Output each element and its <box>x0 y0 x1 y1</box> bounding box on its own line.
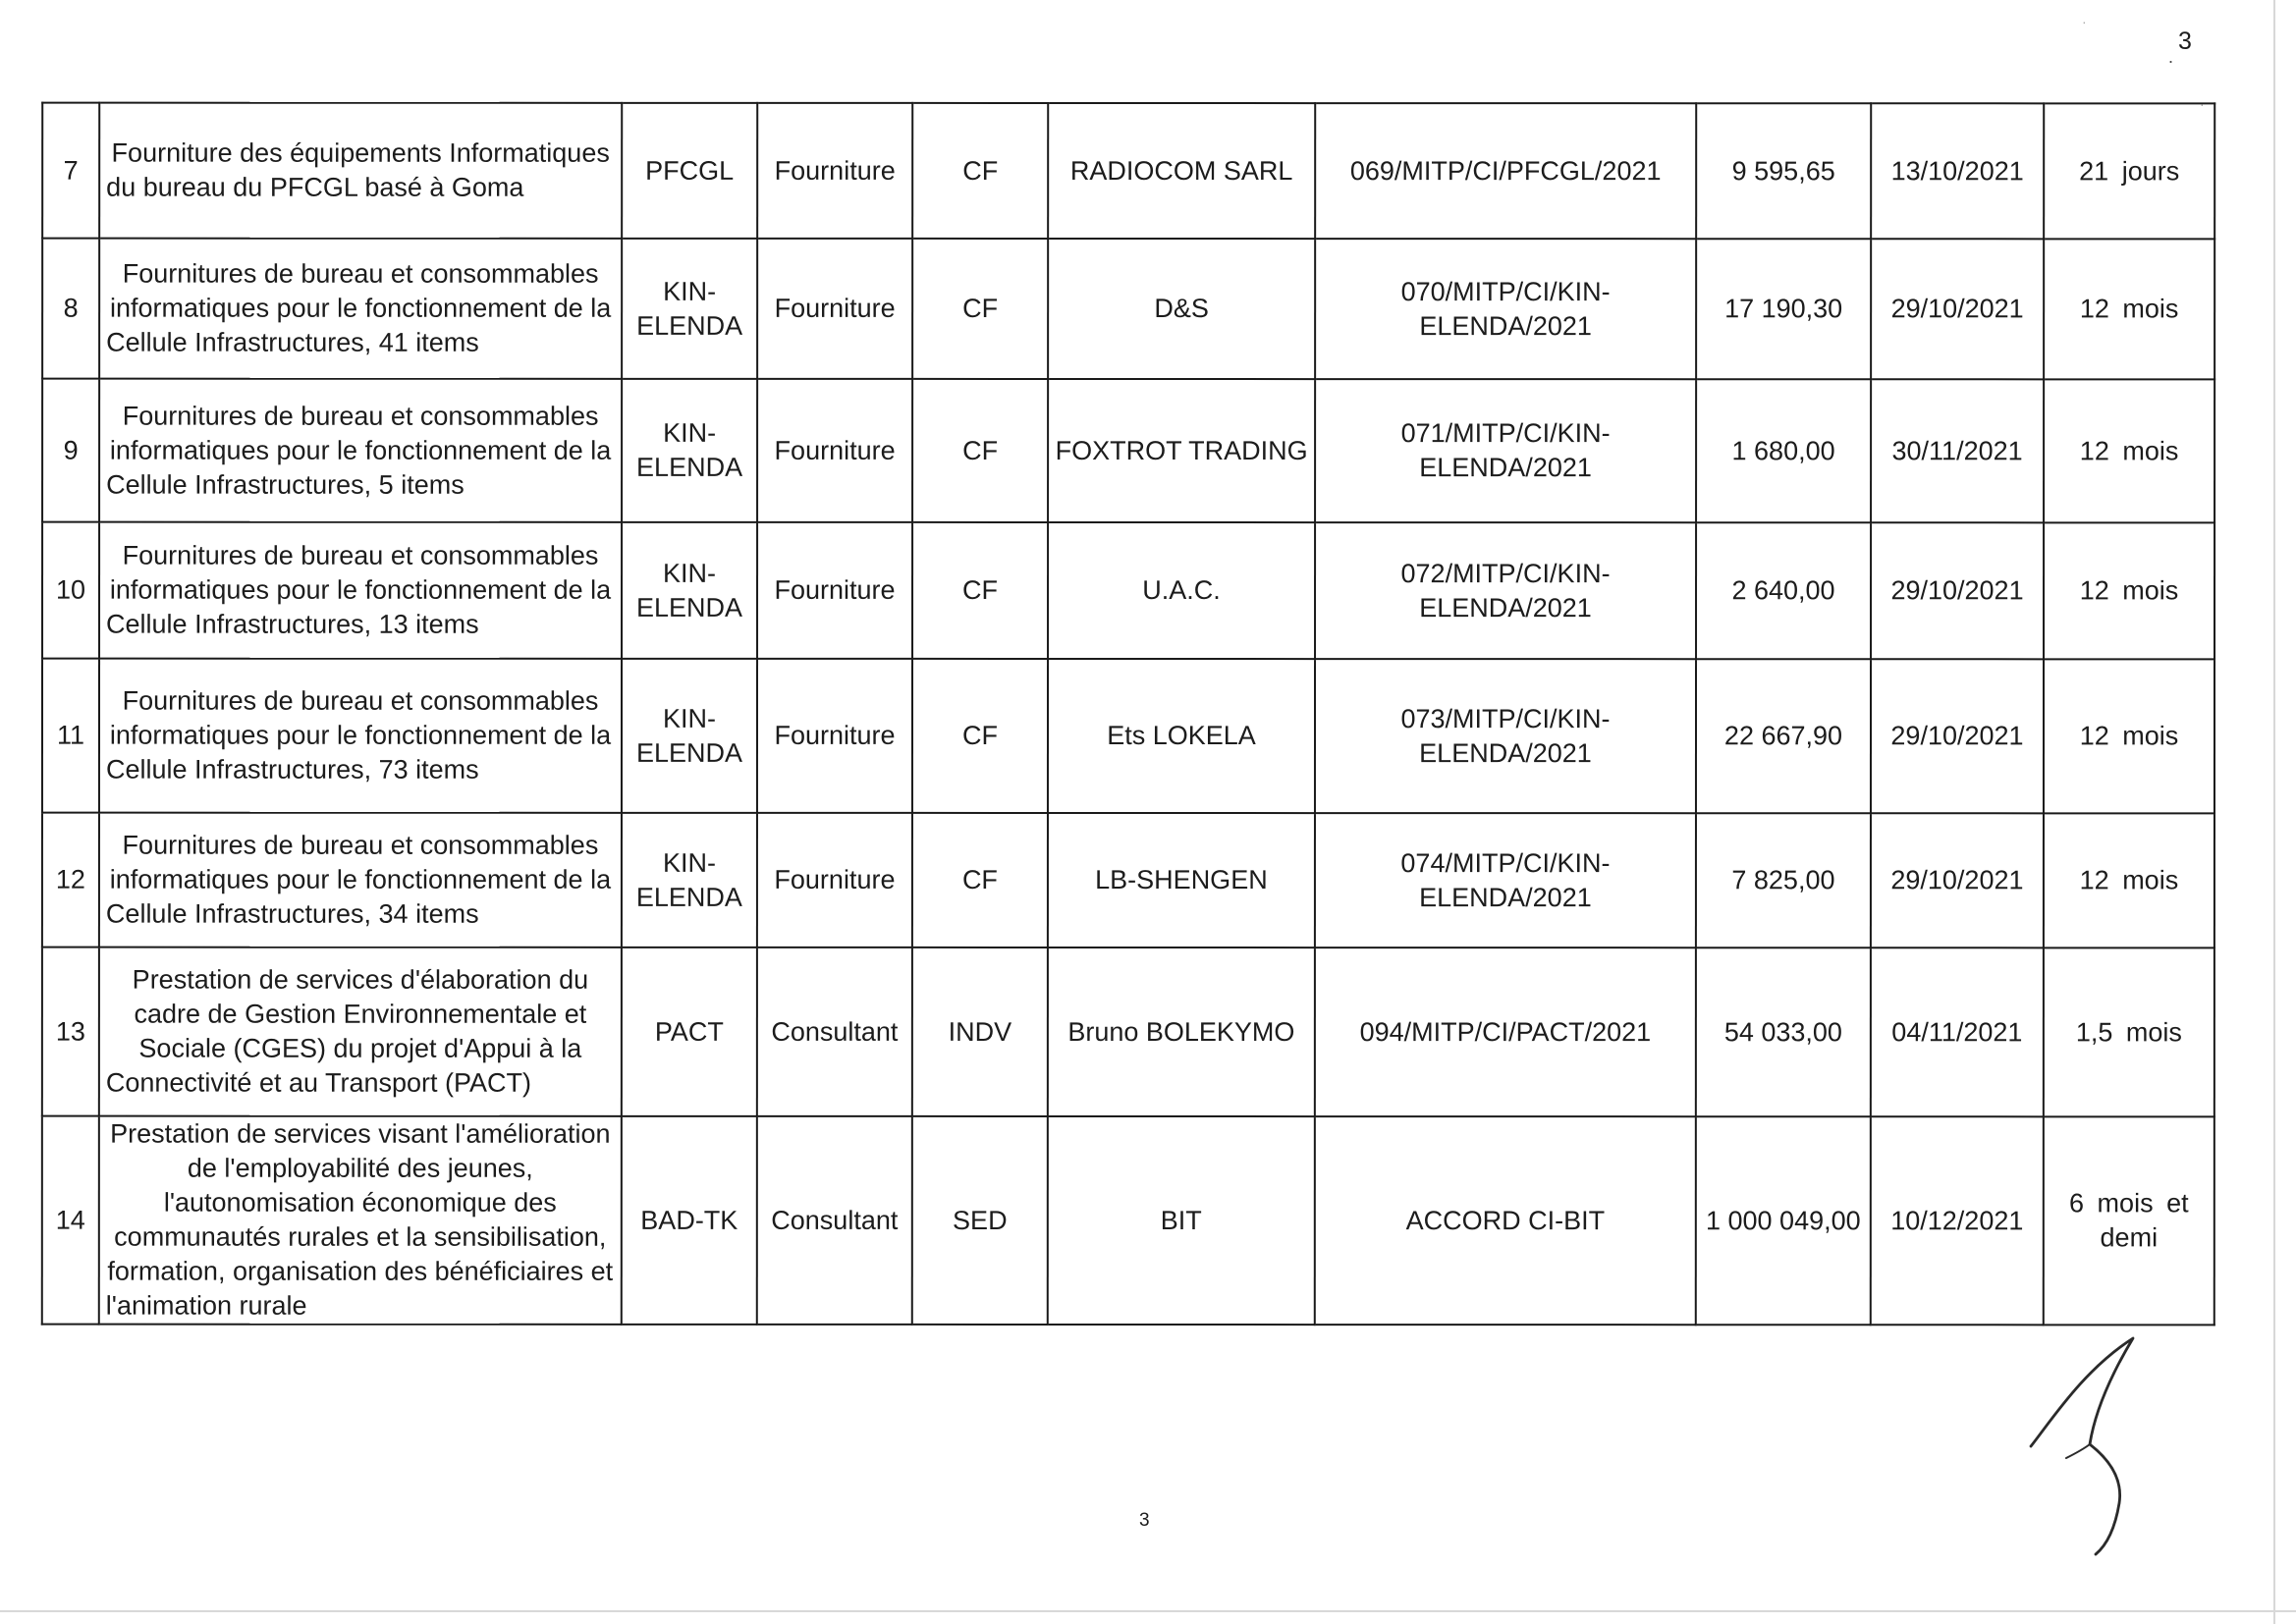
cell-nature: Consultant <box>757 1116 912 1325</box>
scan-speck: · <box>2082 14 2087 29</box>
table-body <box>42 103 2214 1326</box>
cell-nature: Fourniture <box>757 813 912 947</box>
cell-amount: 1 000 049,00 <box>1696 1116 1871 1325</box>
cell-description: Prestation de services visant l'amélioration de l'employabilité des jeunes, l'autonomisation économique des communautés rurales et la sensibilisation, formation, organisation des bénéficiaires et l'animation rurale <box>99 1116 622 1325</box>
page-number-bottom: 3 <box>1139 1510 1150 1531</box>
cell-supplier: BIT <box>1048 1116 1315 1325</box>
scan-edge-right <box>2273 0 2275 1624</box>
cell-beneficiary: KIN-ELENDA <box>622 813 757 947</box>
cell-description: Fournitures de bureau et consommables informatiques pour le fonctionnement de la Cellule Infrastructures, 34 items <box>99 813 622 947</box>
cell-reference: 069/MITP/CI/PFCGL/2021 <box>1315 103 1696 239</box>
cell-reference: 074/MITP/CI/KIN-ELENDA/2021 <box>1315 813 1696 947</box>
cell-number: 7 <box>42 103 99 239</box>
cell-number: 13 <box>42 947 99 1116</box>
handwritten-signature <box>2013 1330 2160 1556</box>
cell-number: 9 <box>42 379 99 522</box>
cell-nature: Fourniture <box>757 239 912 379</box>
cell-beneficiary: KIN-ELENDA <box>622 239 757 379</box>
cell-method: CF <box>912 239 1048 379</box>
cell-date: 04/11/2021 <box>1871 947 2044 1116</box>
cell-reference: 072/MITP/CI/KIN-ELENDA/2021 <box>1315 522 1696 659</box>
cell-method: CF <box>912 813 1048 947</box>
table-row <box>42 947 2214 1117</box>
cell-nature: Fourniture <box>757 659 912 813</box>
cell-duration: 6 mois et demi <box>2044 1116 2214 1325</box>
cell-duration: 12 mois <box>2044 379 2214 522</box>
cell-date: 29/10/2021 <box>1871 239 2044 379</box>
cell-amount: 54 033,00 <box>1696 947 1871 1116</box>
cell-number: 8 <box>42 239 99 379</box>
cell-beneficiary: PFCGL <box>622 103 757 239</box>
contracts-table <box>41 102 2215 1326</box>
cell-nature: Fourniture <box>757 379 912 522</box>
cell-amount: 2 640,00 <box>1696 522 1871 659</box>
table-row <box>42 239 2214 380</box>
table-row <box>42 1116 2214 1326</box>
cell-date: 29/10/2021 <box>1871 522 2044 659</box>
cell-reference: 073/MITP/CI/KIN-ELENDA/2021 <box>1315 659 1696 813</box>
cell-number: 10 <box>42 522 99 659</box>
cell-beneficiary: KIN-ELENDA <box>622 522 757 659</box>
cell-beneficiary: PACT <box>622 947 757 1116</box>
cell-supplier: LB-SHENGEN <box>1048 813 1315 947</box>
cell-description: Fournitures de bureau et consommables informatiques pour le fonctionnement de la Cellule Infrastructures, 73 items <box>99 659 622 813</box>
cell-duration: 21 jours <box>2044 103 2214 239</box>
cell-reference: 094/MITP/CI/PACT/2021 <box>1315 947 1696 1116</box>
table-row <box>42 379 2214 523</box>
cell-date: 10/12/2021 <box>1871 1116 2044 1325</box>
cell-method: CF <box>912 522 1048 659</box>
cell-amount: 7 825,00 <box>1696 813 1871 947</box>
cell-duration: 12 mois <box>2044 813 2214 947</box>
cell-amount: 1 680,00 <box>1696 379 1871 522</box>
page-number-top: 3 <box>2178 27 2192 55</box>
cell-duration: 12 mois <box>2044 659 2214 813</box>
cell-date: 29/10/2021 <box>1871 659 2044 813</box>
cell-date: 13/10/2021 <box>1871 103 2044 239</box>
cell-nature: Fourniture <box>757 522 912 659</box>
table-row <box>42 659 2214 814</box>
cell-description: Fournitures de bureau et consommables informatiques pour le fonctionnement de la Cellule Infrastructures, 5 items <box>99 379 622 522</box>
table-row <box>42 522 2214 660</box>
table-row <box>42 813 2214 948</box>
scan-speck: · <box>2200 96 2205 112</box>
cell-method: CF <box>912 659 1048 813</box>
cell-supplier: Bruno BOLEKYMO <box>1048 947 1315 1116</box>
cell-method: INDV <box>912 947 1048 1116</box>
cell-supplier: D&S <box>1048 239 1315 379</box>
scan-edge-bottom <box>0 1610 2296 1612</box>
cell-amount: 9 595,65 <box>1696 103 1871 239</box>
cell-method: CF <box>912 103 1048 239</box>
cell-description: Fournitures de bureau et consommables informatiques pour le fonctionnement de la Cellule Infrastructures, 13 items <box>99 522 622 659</box>
table-row <box>42 103 2214 240</box>
cell-number: 11 <box>42 659 99 813</box>
cell-description: Fournitures de bureau et consommables informatiques pour le fonctionnement de la Cellule Infrastructures, 41 items <box>99 239 622 379</box>
cell-number: 12 <box>42 813 99 947</box>
cell-reference: 070/MITP/CI/KIN-ELENDA/2021 <box>1315 239 1696 379</box>
scan-tick-mark: . <box>2168 47 2174 67</box>
cell-description: Prestation de services d'élaboration du cadre de Gestion Environnementale et Sociale (CGES) du projet d'Appui à la Connectivité et au Transport (PACT) <box>99 947 622 1116</box>
cell-beneficiary: BAD-TK <box>622 1116 757 1325</box>
cell-nature: Consultant <box>757 947 912 1116</box>
cell-method: CF <box>912 379 1048 522</box>
cell-date: 30/11/2021 <box>1871 379 2044 522</box>
cell-beneficiary: KIN-ELENDA <box>622 379 757 522</box>
cell-reference: ACCORD CI-BIT <box>1315 1116 1696 1325</box>
cell-supplier: U.A.C. <box>1048 522 1315 659</box>
cell-description: Fourniture des équipements Informatiques du bureau du PFCGL basé à Goma <box>99 103 622 239</box>
cell-number: 14 <box>42 1116 99 1325</box>
cell-reference: 071/MITP/CI/KIN-ELENDA/2021 <box>1315 379 1696 522</box>
cell-beneficiary: KIN-ELENDA <box>622 659 757 813</box>
cell-duration: 12 mois <box>2044 239 2214 379</box>
cell-nature: Fourniture <box>757 103 912 239</box>
cell-supplier: FOXTROT TRADING <box>1048 379 1315 522</box>
cell-supplier: RADIOCOM SARL <box>1048 103 1315 239</box>
cell-date: 29/10/2021 <box>1871 813 2044 947</box>
cell-duration: 12 mois <box>2044 522 2214 659</box>
cell-amount: 22 667,90 <box>1696 659 1871 813</box>
cell-duration: 1,5 mois <box>2044 947 2214 1116</box>
cell-amount: 17 190,30 <box>1696 239 1871 379</box>
cell-method: SED <box>912 1116 1048 1325</box>
cell-supplier: Ets LOKELA <box>1048 659 1315 813</box>
